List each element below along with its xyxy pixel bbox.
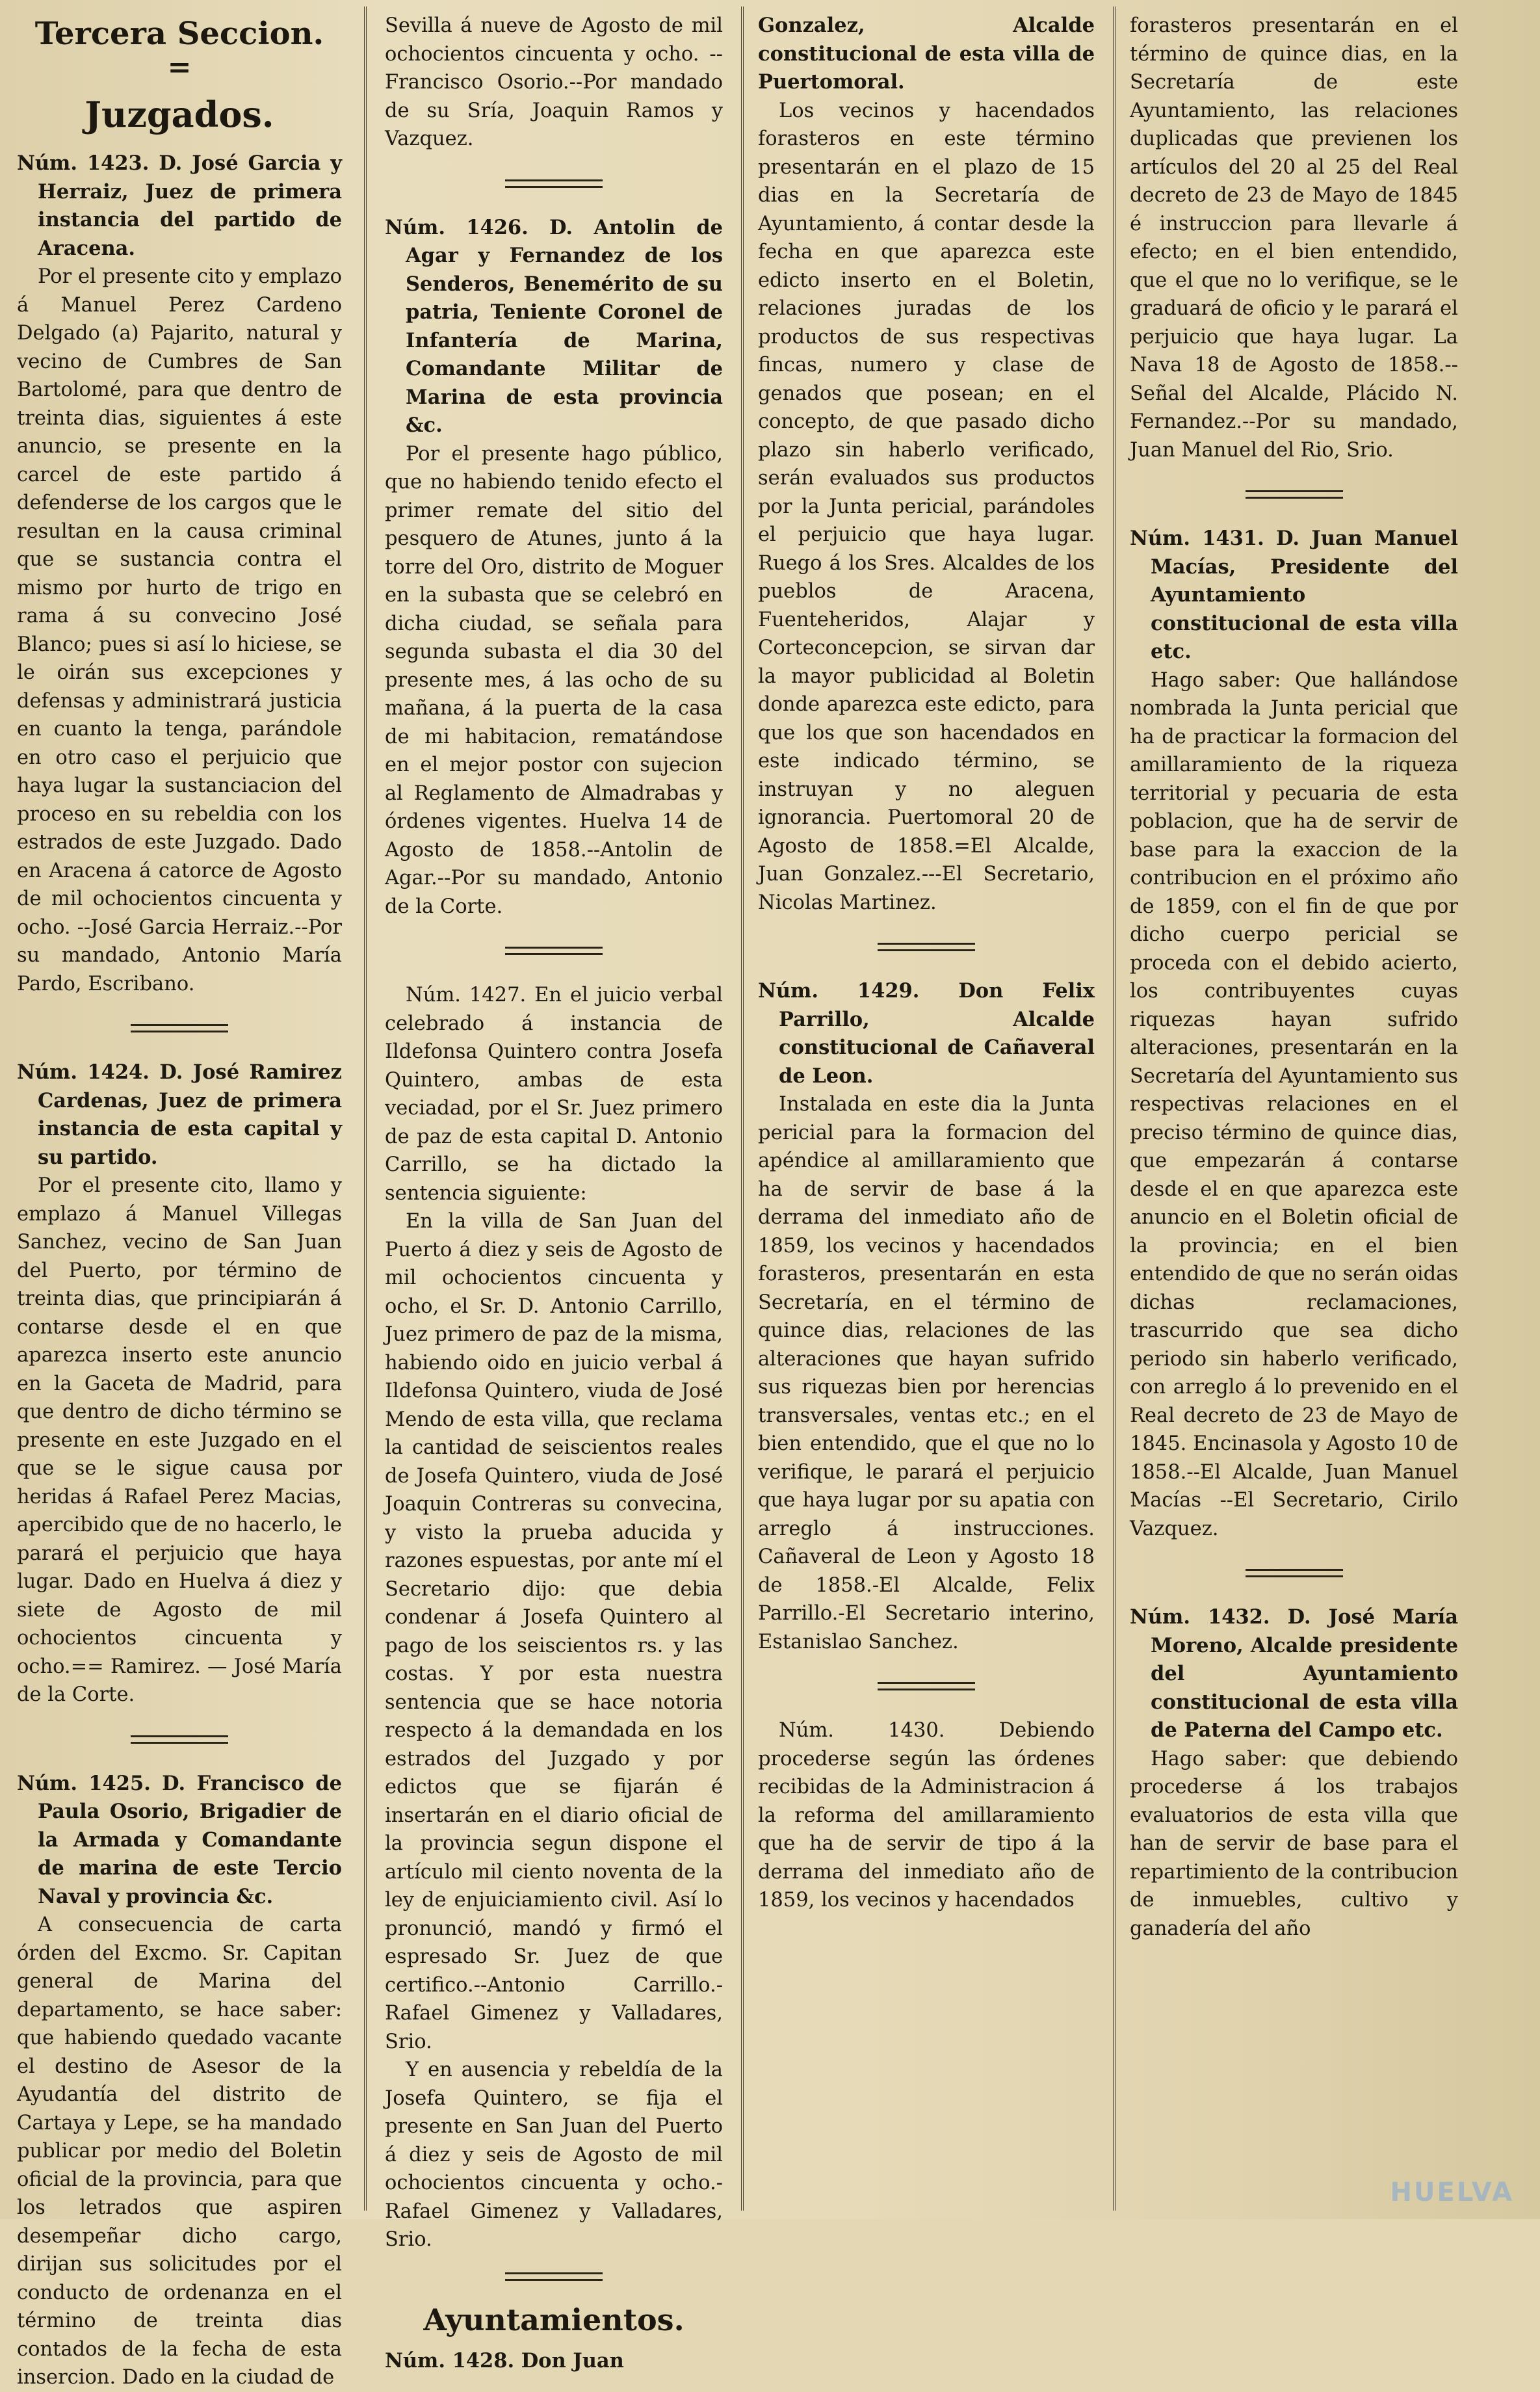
section-title: Tercera Seccion.: [34, 16, 324, 52]
notice-1429-heading: Núm. 1429. Don Felix Parrillo, Alcalde constitucional de Cañaveral de Leon.: [758, 979, 1095, 1088]
notice-separator: [505, 179, 603, 188]
notice-separator: [131, 1735, 228, 1744]
notice-separator: [1246, 490, 1343, 499]
notice-separator: [878, 943, 975, 951]
notice-1426-body: Por el presente hago público, que no habiendo tenido efecto el primer remate del sitio del pesquero de Atunes, junto á la torre del Oro, distrito de Moguer en la subasta que se celebró en dicha ciudad, se señala para segunda subasta el dia 30 del presente mes, á las ocho de su mañana, á la puerta de la casa de mi habitacion, rematándose en el mejor postor con sujecion al Reglamento de Almadrabas y órdenes vigentes. Huelva 14 de Agosto de 1858.--Antolin de Agar.--Por su mandado, Antonio de la Corte.: [385, 442, 723, 918]
notice-1423-body: Por el presente cito y emplazo á Manuel Perez Cardeno Delgado (a) Pajarito, natural y vecino de Cumbres de San Bartolomé, para que dentro de treinta dias, siguientes á este anuncio, se presente en la carcel de este partido á defenderse de los cargos que le resultan en la causa criminal que se sustancia contra el mismo por hurto de trigo en rama á su convecino José Blanco; pues si así lo hiciese, se le oirán sus excepciones y defensas y administrará justicia en cuanto la tenga, parándole en otro caso el perjuicio que haya lugar la sustanciacion del proceso en su rebeldia con los estrados de este Juzgado. Dado en Aracena á catorce de Agosto de mil ochocientos cincuenta y ocho. --José Garcia Herraiz.--Por su mandado, Antonio María Pardo, Escribano.: [17, 265, 342, 995]
notice-1429-body: Instalada en este dia la Junta pericial para la formacion del apéndice al amillaramiento que ha de servir de base á la derrama del inmediato año de 1859, los vecinos y hacendados forasteros, presentarán en esta Secretaría, en el término de quince dias, relaciones de las alteraciones que hayan sufrido sus riquezas bien por herencias transversales, ventas etc.; en el bien entendido, que el que no lo verifique, le parará el perjuicio que haya lugar por su apatia con arreglo á instrucciones. Cañaveral de Leon y Agosto 18 de 1858.-El Alcalde, Felix Parrillo.-El Secretario interino, Estanislao Sanchez.: [758, 1093, 1095, 1653]
notice-1423-heading: Núm. 1423. D. José Garcia y Herraiz, Juez de primera instancia del partido de Aracena.: [17, 151, 342, 260]
notice-separator: [1246, 1569, 1343, 1577]
notice-separator: [505, 947, 603, 955]
column-1: [17, 12, 342, 2389]
notice-1427-closing: Y en ausencia y rebeldía de la Josefa Quintero, se fija el presente en San Juan del Puerto á diez y seis de Agosto de mil ochocientos cincuenta y ocho.-Rafael Gimenez y Valladares, Srio.: [385, 2058, 723, 2251]
section-subtitle: Juzgados.: [85, 94, 274, 135]
notice-1430-continuation: forasteros presentarán en el término de quince dias, en la Secretaría de este Ayuntamiento, las relaciones duplicadas que previenen los artículos del 20 al 25 del Real decreto de 23 de Mayo de 1845 é instruccion para llevarle á efecto; en el bien entendido, que el que no lo verifique, se le graduará de oficio y le parará el perjuicio que haya lugar. La Nava 18 de Agosto de 1858.--Señal del Alcalde, Plácido N. Fernandez.--Por su mandado, Juan Manuel del Rio, Srio.: [1130, 14, 1458, 462]
notice-1426-heading: Núm. 1426. D. Antolin de Agar y Fernandez de los Senderos, Benemérito de su patria, Teniente Coronel de Infantería de Marina, Comandante Militar de Marina de esta provincia &c.: [385, 215, 723, 437]
notice-separator: [878, 1682, 975, 1690]
notice-1431-body: Hago saber: Que hallándose nombrada la Junta pericial que ha de practicar la formacion del amillaramiento de la riqueza territorial y pecuaria de esta poblacion, que ha de servir de base para la exaccion de la contribucion en el próximo año de 1859, con el fin de que por dicho cuerpo pericial se proceda con el debido acierto, los contribuyentes cuyas riquezas hayan sufrido alteraciones, presentarán en la Secretaría del Ayuntamiento sus respectivas relaciones en el preciso término de quince dias, que empezarán á contarse desde el en que aparezca este anuncio en el Boletin oficial de la provincia; en el bien entendido de que no serán oidas dichas reclamaciones, trascurrido que sea dicho periodo sin haberlo verificado, con arreglo á lo prevenido en el Real decreto de 23 de Mayo de 1845. Encinasola y Agosto 10 de 1858.--El Alcalde, Juan Manuel Macías --El Secretario, Cirilo Vazquez.: [1130, 668, 1458, 1540]
notice-separator: [131, 1024, 228, 1032]
notice-1425-continuation: Sevilla á nueve de Agosto de mil ochocientos cincuenta y ocho. --Francisco Osorio.--Por mandado de su Sría, Joaquin Ramos y Vazquez.: [385, 14, 723, 150]
column-2: [385, 12, 723, 2372]
notice-1430-body: Núm. 1430. Debiendo procederse según las órdenes recibidas de la Administracion á la reforma del amillaramiento que ha de servir de tipo á la derrama del inmediato año de 1859, los vecinos y hacendados: [758, 1719, 1095, 1912]
notice-separator: [505, 2272, 603, 2281]
notice-1428-heading-continuation: Gonzalez, Alcalde constitucional de esta villa de Puertomoral.: [758, 14, 1095, 94]
notice-1425-body: A consecuencia de carta órden del Excmo. Sr. Capitan general de Marina del departamento, se hace saber: que habiendo quedado vacante el destino de Asesor de la Ayudantía del distrito de Cartaya y Lepe, se ha mandado publicar por medio del Boletin oficial de la provincia, para que los letrados que aspiren desempeñar dicho cargo, dirijan sus solicitudes por el conducto de ordenanza en el término de treinta dias contados de la fecha de esta insercion. Dado en la ciudad de: [17, 1913, 342, 2389]
notice-1428-heading: Núm. 1428. Don Juan: [385, 2348, 624, 2372]
notice-1431-heading: Núm. 1431. D. Juan Manuel Macías, Presidente del Ayuntamiento constitucional de esta villa etc.: [1130, 527, 1458, 663]
section-separator-mark: =: [167, 51, 192, 84]
notice-1425-heading: Núm. 1425. D. Francisco de Paula Osorio, Brigadier de la Armada y Comandante de marina de este Tercio Naval y provincia &c.: [17, 1771, 342, 1908]
column-rule: [364, 7, 367, 2211]
column-4: [1130, 12, 1458, 2209]
notice-1432-heading: Núm. 1432. D. José María Moreno, Alcalde presidente del Ayuntamiento constitucional de esta villa de Paterna del Campo etc.: [1130, 1605, 1458, 1742]
notice-1428-body: Los vecinos y hacendados forasteros en este término presentarán en el plazo de 15 dias en la Secretaría de Ayuntamiento, á contar desde la fecha en que aparezca este edicto inserto en el Boletin, relaciones juradas de los productos de sus respectivas fincas, numero y clase de genados que posean; en el concepto, de que pasado dicho plazo sin haberlo verificado, serán evaluados sus productos por la Junta pericial, parándoles el perjuicio que haya lugar. Ruego á los Sres. Alcaldes de los pueblos de Aracena, Fuenteheridos, Alajar y Corteconcepcion, se sirvan dar la mayor publicidad al Boletin donde aparezca este edicto, para que los que son hacendados en este indicado término, se instruyan y no aleguen ignorancia. Puertomoral 20 de Agosto de 1858.=El Alcalde, Juan Gonzalez.---El Secretario, Nicolas Martinez.: [758, 99, 1095, 914]
column-3: [758, 12, 1095, 2209]
notice-1427-sentence: En la villa de San Juan del Puerto á diez y seis de Agosto de mil ochocientos cincuenta y ocho, el Sr. D. Antonio Carrillo, Juez primero de paz de la misma, habiendo oido en juicio verbal á Ildefonsa Quintero, viuda de José Mendo de esta villa, que reclama la cantidad de seiscientos reales de Josefa Quintero, viuda de José Joaquin Contreras su convecina, y visto la prueba aducida y razones espuestas, por ante mí el Secretario dijo: que debia condenar á Josefa Quintero al pago de los seiscientos rs. y las costas. Y por esta nuestra sentencia que se hace notoria respecto á la demandada en los estrados del Juzgado y por edictos que se fijarán é insertarán en el diario oficial de la provincia segun dispone el artículo mil ciento noventa de la ley de enjuiciamiento civil. Así lo pronunció, mandó y firmó el espresado Sr. Juez de que certifico.--Antonio Carrillo.-Rafael Gimenez y Valladares, Srio.: [385, 1210, 723, 2053]
notice-1424-body: Por el presente cito, llamo y emplazo á Manuel Villegas Sanchez, vecino de San Juan del Puerto, por término de treinta dias, que principiarán á contarse desde el en que aparezca inserto este anuncio en la Gaceta de Madrid, para que dentro de dicho término se presente en este Juzgado en el que se le sigue causa por heridas á Rafael Perez Macias, apercibido que de no hacerlo, le parará el perjuicio que haya lugar. Dado en Huelva á diez y siete de Agosto de mil ochocientos cincuenta y ocho.== Ramirez. — José María de la Corte.: [17, 1174, 342, 1706]
notice-1424-heading: Núm. 1424. D. José Ramirez Cardenas, Juez de primera instancia de esta capital y su partido.: [17, 1060, 342, 1169]
notice-1432-body: Hago saber: que debiendo procederse á los trabajos evaluatorios de esta villa que han de servir de base para el repartimiento de la contribucion de inmuebles, cultivo y ganadería del año: [1130, 1747, 1458, 1940]
column-rule: [741, 7, 744, 2211]
column-rule: [1113, 7, 1116, 2211]
notice-1427-intro: Núm. 1427. En el juicio verbal celebrado á instancia de Ildefonsa Quintero contra Josefa Quintero, ambas de esta veciadad, por el Sr. Juez primero de paz de esta capital D. Antonio Carrillo, se ha dictado la sentencia siguiente:: [385, 984, 723, 1205]
section-ayuntamientos-title: Ayuntamientos.: [423, 2302, 685, 2337]
library-watermark-stamp: HUELVA: [1390, 2177, 1514, 2207]
